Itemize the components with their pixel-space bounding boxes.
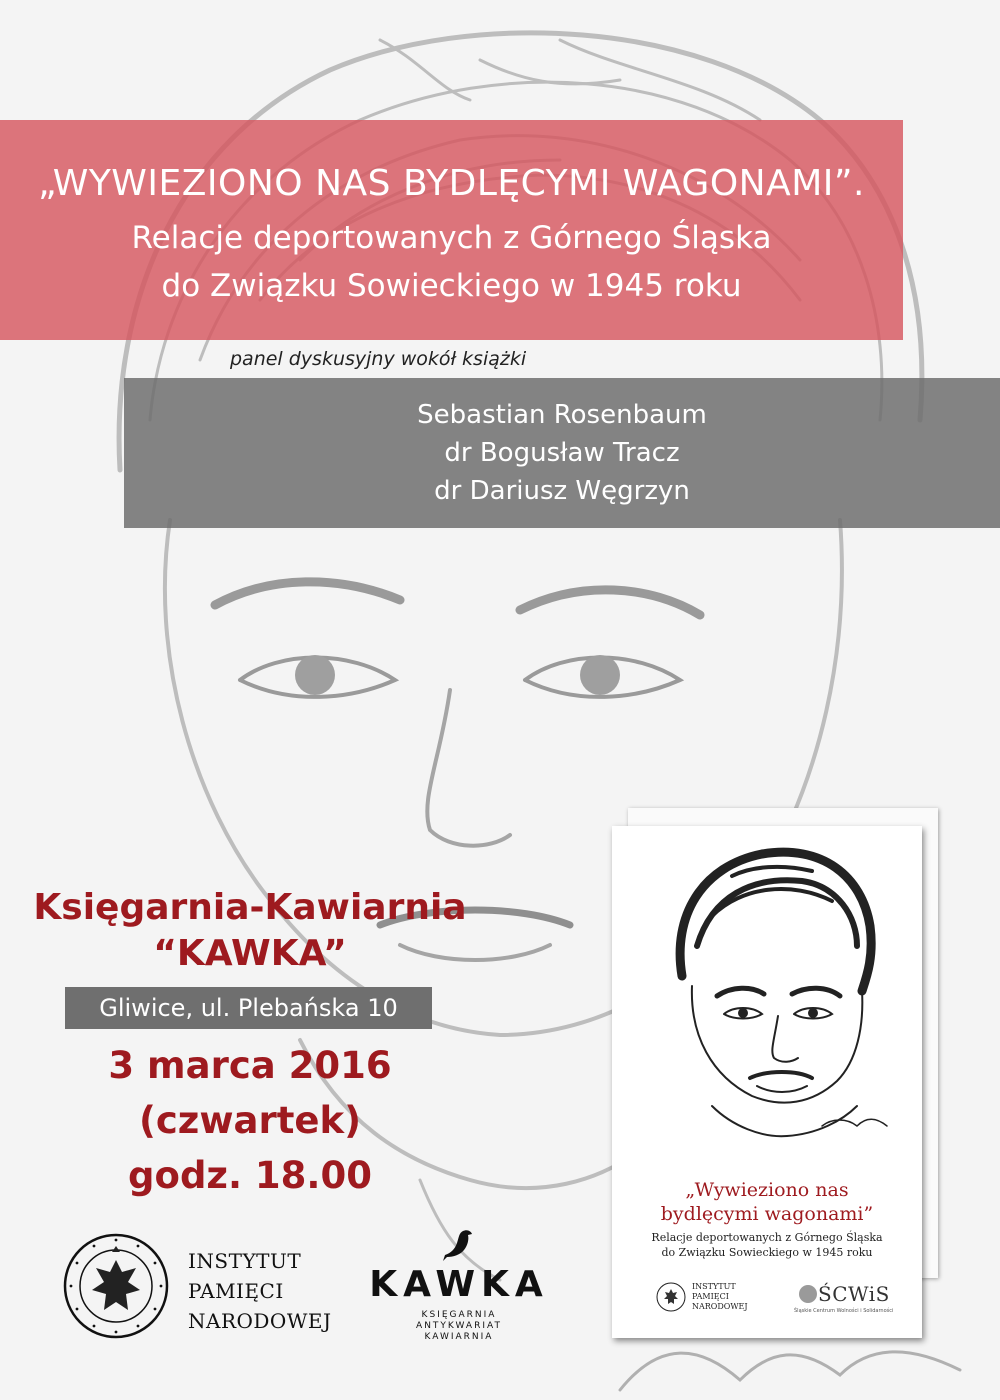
kawka-subtitle-line: KAWIARNIA [424, 1332, 494, 1342]
panel-caption: panel dyskusyjny wokół książki [230, 348, 527, 370]
venue-address: Gliwice, ul. Plebańska 10 [65, 987, 432, 1029]
speaker-name: dr Bogusław Tracz [444, 438, 680, 468]
title-line-1: „WYWIEZIONO NAS BYDLĘCYMI WAGONAMI”. [38, 163, 865, 204]
speaker-name: Sebastian Rosenbaum [417, 400, 707, 430]
book-cover-subtitle-line-2: do Związku Sowieckiego w 1945 roku [661, 1246, 873, 1259]
ipn-seal-icon [62, 1232, 170, 1340]
title-line-3: do Związku Sowieckiego w 1945 roku [161, 268, 742, 304]
ipn-logo-line: PAMIĘCI [188, 1279, 284, 1303]
kawka-logo-subtitle [366, 1310, 552, 1343]
book-cover-title-line-2: bydlęcymi wagonami” [660, 1203, 874, 1225]
scwis-circle-icon [798, 1284, 818, 1304]
kawka-subtitle-line: ANTYKWARIAT [416, 1321, 502, 1331]
speaker-name: dr Dariusz Węgrzyn [434, 476, 690, 506]
book-cover-title-line-1: „Wywieziono nas [685, 1179, 849, 1201]
event-weekday: (czwartek) [138, 1099, 362, 1142]
book-cover [612, 826, 922, 1338]
book-ipn-logo-line: NARODOWEJ [692, 1302, 748, 1311]
venue-name-line-1: Księgarnia-Kawiarnia [33, 887, 467, 928]
venue-name-line-2: “KAWKA” [153, 933, 347, 974]
book-ipn-logo-text [692, 1282, 762, 1312]
kawka-logo-word: KAWKA [369, 1264, 549, 1305]
speakers-band [124, 378, 1000, 528]
ipn-logo-line: NARODOWEJ [188, 1309, 332, 1333]
title-line-2: Relacje deportowanych z Górnego Śląska [131, 220, 772, 256]
scwis-logo-word: ŚCWiS [818, 1282, 890, 1306]
kawka-subtitle-line: KSIĘGARNIA [421, 1310, 497, 1320]
book-cover-portrait [612, 826, 922, 1156]
event-time: godz. 18.00 [128, 1154, 372, 1197]
book-ipn-seal-icon [656, 1282, 686, 1312]
jackdaw-bird-icon [441, 1227, 475, 1263]
ipn-logo-line: INSTYTUT [188, 1249, 302, 1273]
title-band [0, 120, 903, 340]
book-ipn-logo-line: PAMIĘCI [692, 1292, 729, 1301]
ipn-logo-text [188, 1246, 358, 1336]
book-cover-subtitle-line-1: Relacje deportowanych z Górnego Śląska [651, 1231, 883, 1244]
event-date: 3 marca 2016 [108, 1044, 392, 1087]
scwis-logo-subtitle: Śląskie Centrum Wolności i Solidarności [794, 1308, 894, 1314]
book-ipn-logo-line: INSTYTUT [692, 1282, 736, 1291]
